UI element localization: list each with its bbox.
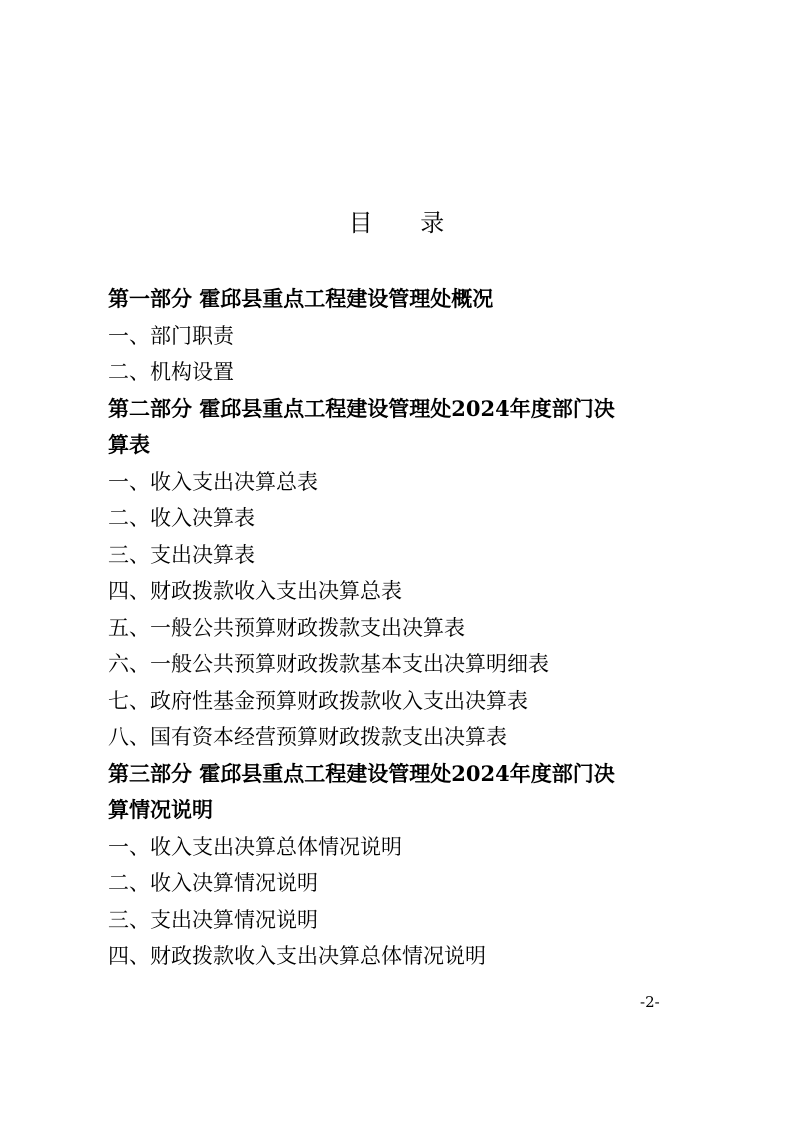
page-number: -2- — [640, 993, 660, 1011]
toc-item[interactable]: 二、收入决算情况说明 — [108, 871, 318, 895]
toc-item[interactable]: 一、部门职责 — [108, 323, 234, 348]
toc-item[interactable]: 一、收入支出决算总表 — [108, 469, 318, 494]
toc-item[interactable]: 三、支出决算情况说明 — [108, 907, 318, 932]
toc-part-three-heading-line2[interactable]: 算情况说明 — [108, 797, 213, 822]
toc-item[interactable]: 三、支出决算表 — [108, 542, 255, 567]
toc-item[interactable]: 一、收入支出决算总体情况说明 — [108, 834, 402, 859]
table-of-contents — [108, 281, 708, 975]
toc-item[interactable]: 二、机构设置 — [108, 360, 234, 384]
toc-part-two-heading-line2[interactable]: 算表 — [108, 432, 150, 457]
toc-part-three-heading-line1[interactable]: 第三部分 霍邱县重点工程建设管理处2024年度部门决 — [108, 760, 615, 786]
toc-item[interactable]: 七、政府性基金预算财政拨款收入支出决算表 — [108, 688, 528, 713]
toc-item[interactable]: 六、一般公共预算财政拨款基本支出决算明细表 — [108, 652, 549, 676]
page-title: 目 录 — [348, 209, 465, 237]
toc-item[interactable]: 五、一般公共预算财政拨款支出决算表 — [108, 615, 465, 640]
toc-item[interactable]: 八、国有资本经营预算财政拨款支出决算表 — [108, 725, 507, 749]
toc-part-two-heading-line1[interactable]: 第二部分 霍邱县重点工程建设管理处2024年度部门决 — [108, 395, 615, 421]
toc-item[interactable]: 二、收入决算表 — [108, 506, 255, 530]
toc-part-one-heading[interactable]: 第一部分 霍邱县重点工程建设管理处概况 — [108, 286, 494, 311]
toc-item[interactable]: 四、财政拨款收入支出决算总体情况说明 — [108, 944, 486, 968]
toc-item[interactable]: 四、财政拨款收入支出决算总表 — [108, 579, 402, 603]
